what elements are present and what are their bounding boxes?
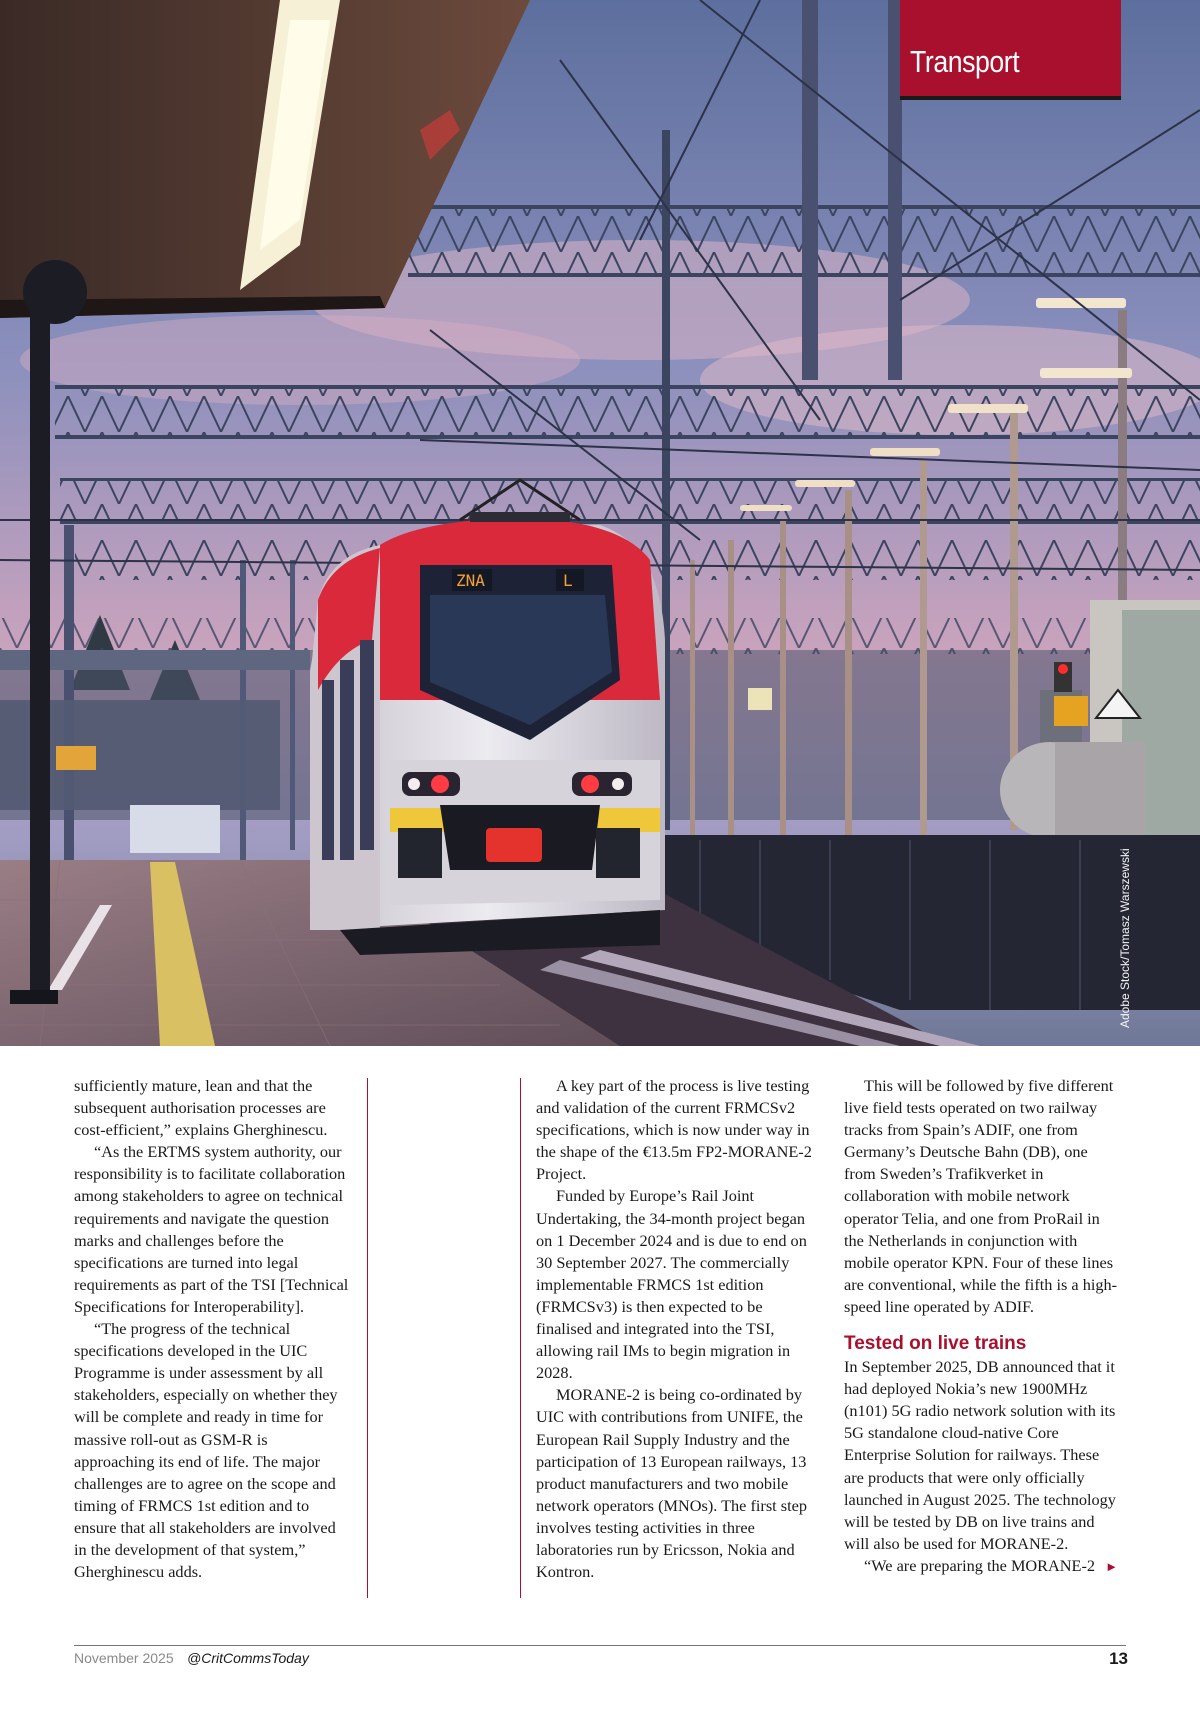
article-column-3 xyxy=(844,1075,1122,1578)
paragraph: Funded by Europe’s Rail Joint Undertaking, the 34-month project began on 1 December 2024 and is due to end on 30 September 2027. The commercially implementable FRMCS 1st edition (FRMCSv3) is then expected to be finalised and integrated into the TSI, allowing rail IMs to begin migration in 2028. xyxy=(536,1186,807,1383)
train xyxy=(310,480,665,955)
paragraph: This will be followed by five different live field tests operated on two railway tracks from Spain’s ADIF, one from Germany’s Deutsche Bahn (DB), one from Sweden’s Trafikverket in collaboration with mobile network operator Telia, and one from ProRail in the Netherlands in conjunction with mobile operator KPN. Four of these lines are conventional, while the fifth is a high-speed line operated by ADIF. xyxy=(844,1076,1118,1316)
footer-divider xyxy=(74,1645,1126,1646)
footer-social-handle: @CritCommsToday xyxy=(187,1650,309,1666)
train-code-display: L xyxy=(563,571,573,590)
paragraph: sufficiently mature, lean and that the subsequent authorisation processes are cost-efficient,” explains Gherghinescu. xyxy=(74,1076,328,1140)
continue-arrow-icon: ► xyxy=(1105,1558,1118,1574)
page-number: 13 xyxy=(1109,1649,1128,1668)
paragraph: MORANE-2 is being co-ordinated by UIC with contributions from UNIFE, the European Rail Supply Industry and the participation of 13 European railways, 13 product manufacturers and two mobile network operators (MNOs). The first step involves testing activities in three laboratories run by Ericsson, Nokia and Kontron. xyxy=(536,1385,807,1582)
paragraph: “The progress of the technical specifications developed in the UIC Programme is under assessment by all stakeholders, especially on whether they will be complete and ready in time for massive roll-out as GSM-R is approaching its end of life. The major challenges are to agree on the scope and timing of FRMCS 1st edition and to ensure that all stakeholders are involved in the development of that system,” Gherghinescu adds. xyxy=(74,1319,338,1582)
photo-credit: Adobe Stock/Tomasz Warszewski xyxy=(1118,848,1132,1028)
paragraph-continued xyxy=(844,1555,1122,1578)
column-divider xyxy=(367,1078,368,1598)
train-destination-display: ZNA xyxy=(456,571,485,590)
section-label: Transport xyxy=(910,44,1020,79)
section-tab xyxy=(900,0,1121,96)
paragraph: “As the ERTMS system authority, our responsibility is to facilitate collaboration among stakeholders to agree on technical requirements and navigate the question marks and challenges before the specifications are turned into legal requirements as part of the TSI [Technical Specifications for Interoperability]. xyxy=(74,1142,349,1316)
article-column-1 xyxy=(74,1075,352,1583)
footer-date: November 2025 xyxy=(74,1650,174,1666)
column-divider xyxy=(520,1078,521,1598)
subheading: Tested on live trains xyxy=(844,1333,1027,1355)
article-column-2 xyxy=(536,1075,814,1583)
paragraph-text: “We are preparing the MORANE-2 xyxy=(864,1555,1096,1575)
paragraph: A key part of the process is live testing and validation of the current FRMCSv2 specifications, which is now under way in the shape of the €13.5m FP2-MORANE-2 Project. xyxy=(536,1076,812,1184)
paragraph: In September 2025, DB announced that it had deployed Nokia’s new 1900MHz (n101) 5G radio network solution with its 5G standalone cloud-native Core Enterprise Solution for railways. These are products that were only officially launched in August 2025. The technology will be tested by DB on live trains and will also be used for MORANE-2. xyxy=(844,1357,1116,1553)
